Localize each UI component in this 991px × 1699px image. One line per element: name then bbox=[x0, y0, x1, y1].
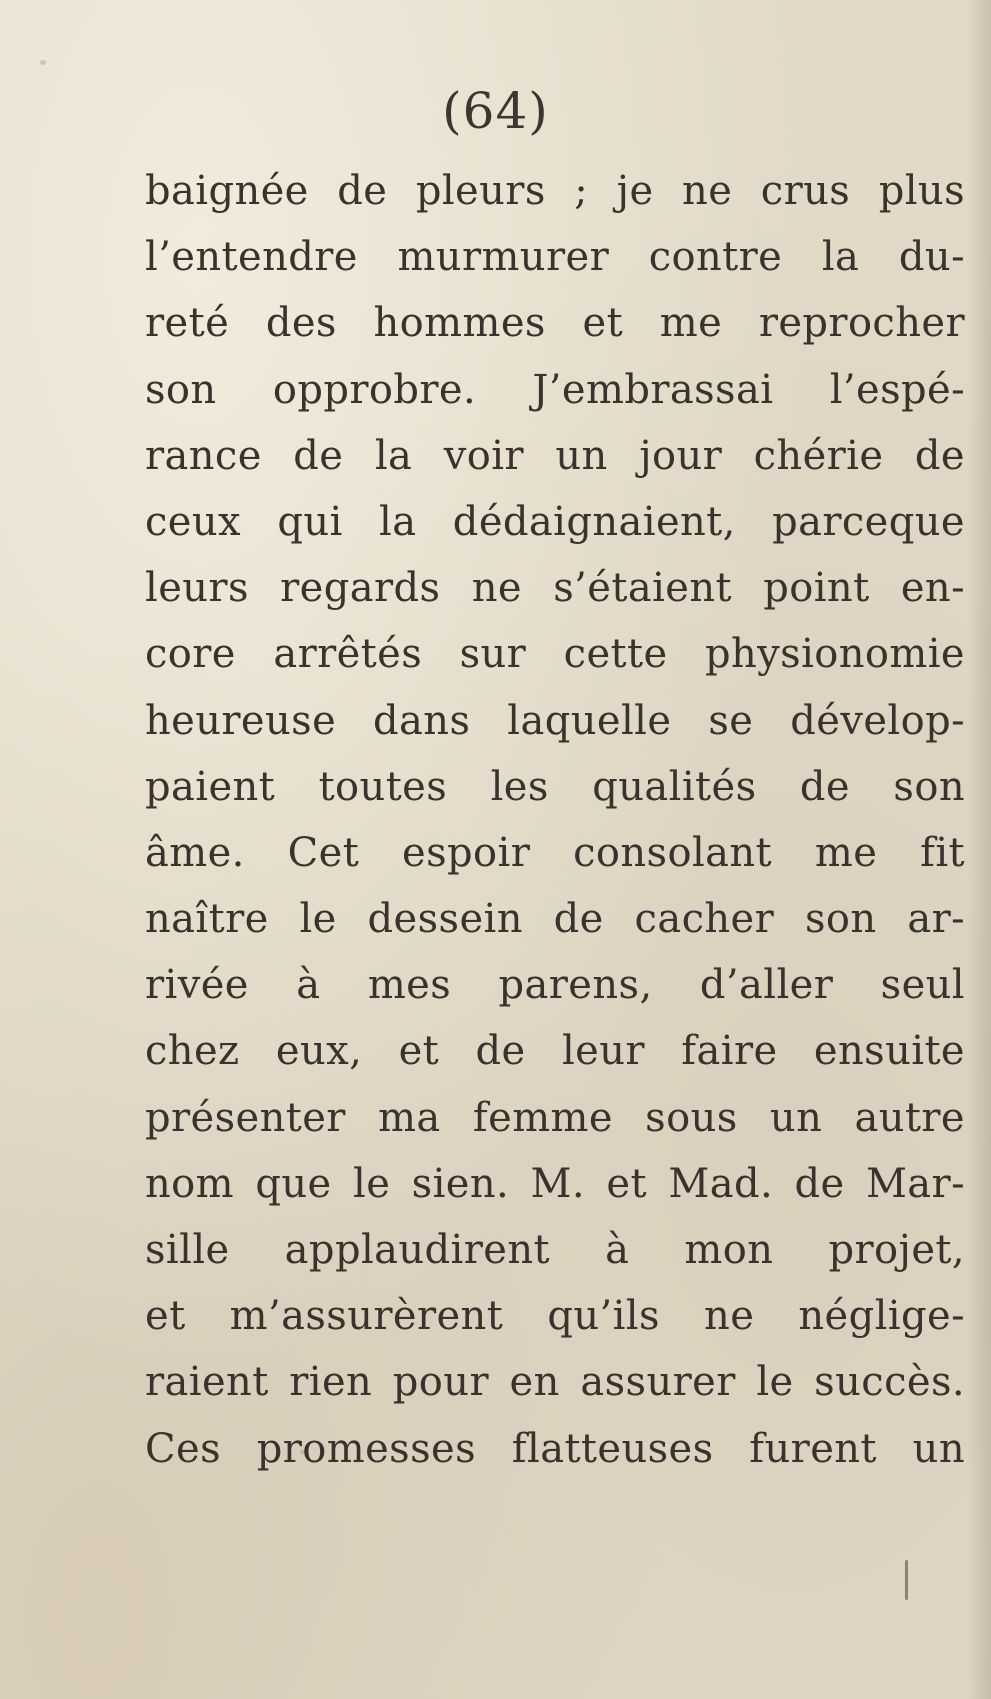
text-line: Ces promesses flatteuses furent un bbox=[145, 1425, 965, 1472]
text-line: rivée à mes parens, d’aller seul bbox=[145, 962, 965, 1009]
page-number: (64) bbox=[442, 82, 549, 140]
text-line: âme. Cet espoir consolant me fit bbox=[145, 829, 965, 876]
text-line: baignée de pleurs ; je ne crus plus bbox=[145, 168, 965, 214]
text-line: core arrêtés sur cette physionomie bbox=[145, 631, 965, 678]
text-line: sille applaudirent à mon projet, bbox=[145, 1227, 965, 1273]
text-line: nom que le sien. M. et Mad. de Mar- bbox=[145, 1160, 965, 1207]
text-line: son opprobre. J’embrassai l’espé- bbox=[145, 366, 965, 413]
text-line: rance de la voir un jour chérie de bbox=[145, 432, 965, 479]
text-line: paient toutes les qualités de son bbox=[145, 763, 965, 810]
text-line: raient rien pour en assurer le succès. bbox=[145, 1359, 965, 1406]
text-line: l’entendre murmurer contre la du- bbox=[145, 234, 965, 281]
text-line: et m’assurèrent qu’ils ne néglige- bbox=[145, 1293, 965, 1340]
text-line: leurs regards ne s’étaient point en- bbox=[145, 565, 965, 612]
text-line: naître le dessein de cacher son ar- bbox=[145, 896, 965, 943]
text-line: heureuse dans laquelle se dévelop- bbox=[145, 697, 965, 744]
body-text bbox=[145, 158, 965, 1482]
text-line: chez eux, et de leur faire ensuite bbox=[145, 1028, 965, 1075]
text-line: ceux qui la dédaignaient, parceque bbox=[145, 498, 965, 545]
text-line: reté des hommes et me reprocher bbox=[145, 300, 965, 347]
paper-spot bbox=[905, 1560, 908, 1600]
paper-spot bbox=[40, 60, 46, 65]
text-line: présenter ma femme sous un autre bbox=[145, 1094, 965, 1141]
